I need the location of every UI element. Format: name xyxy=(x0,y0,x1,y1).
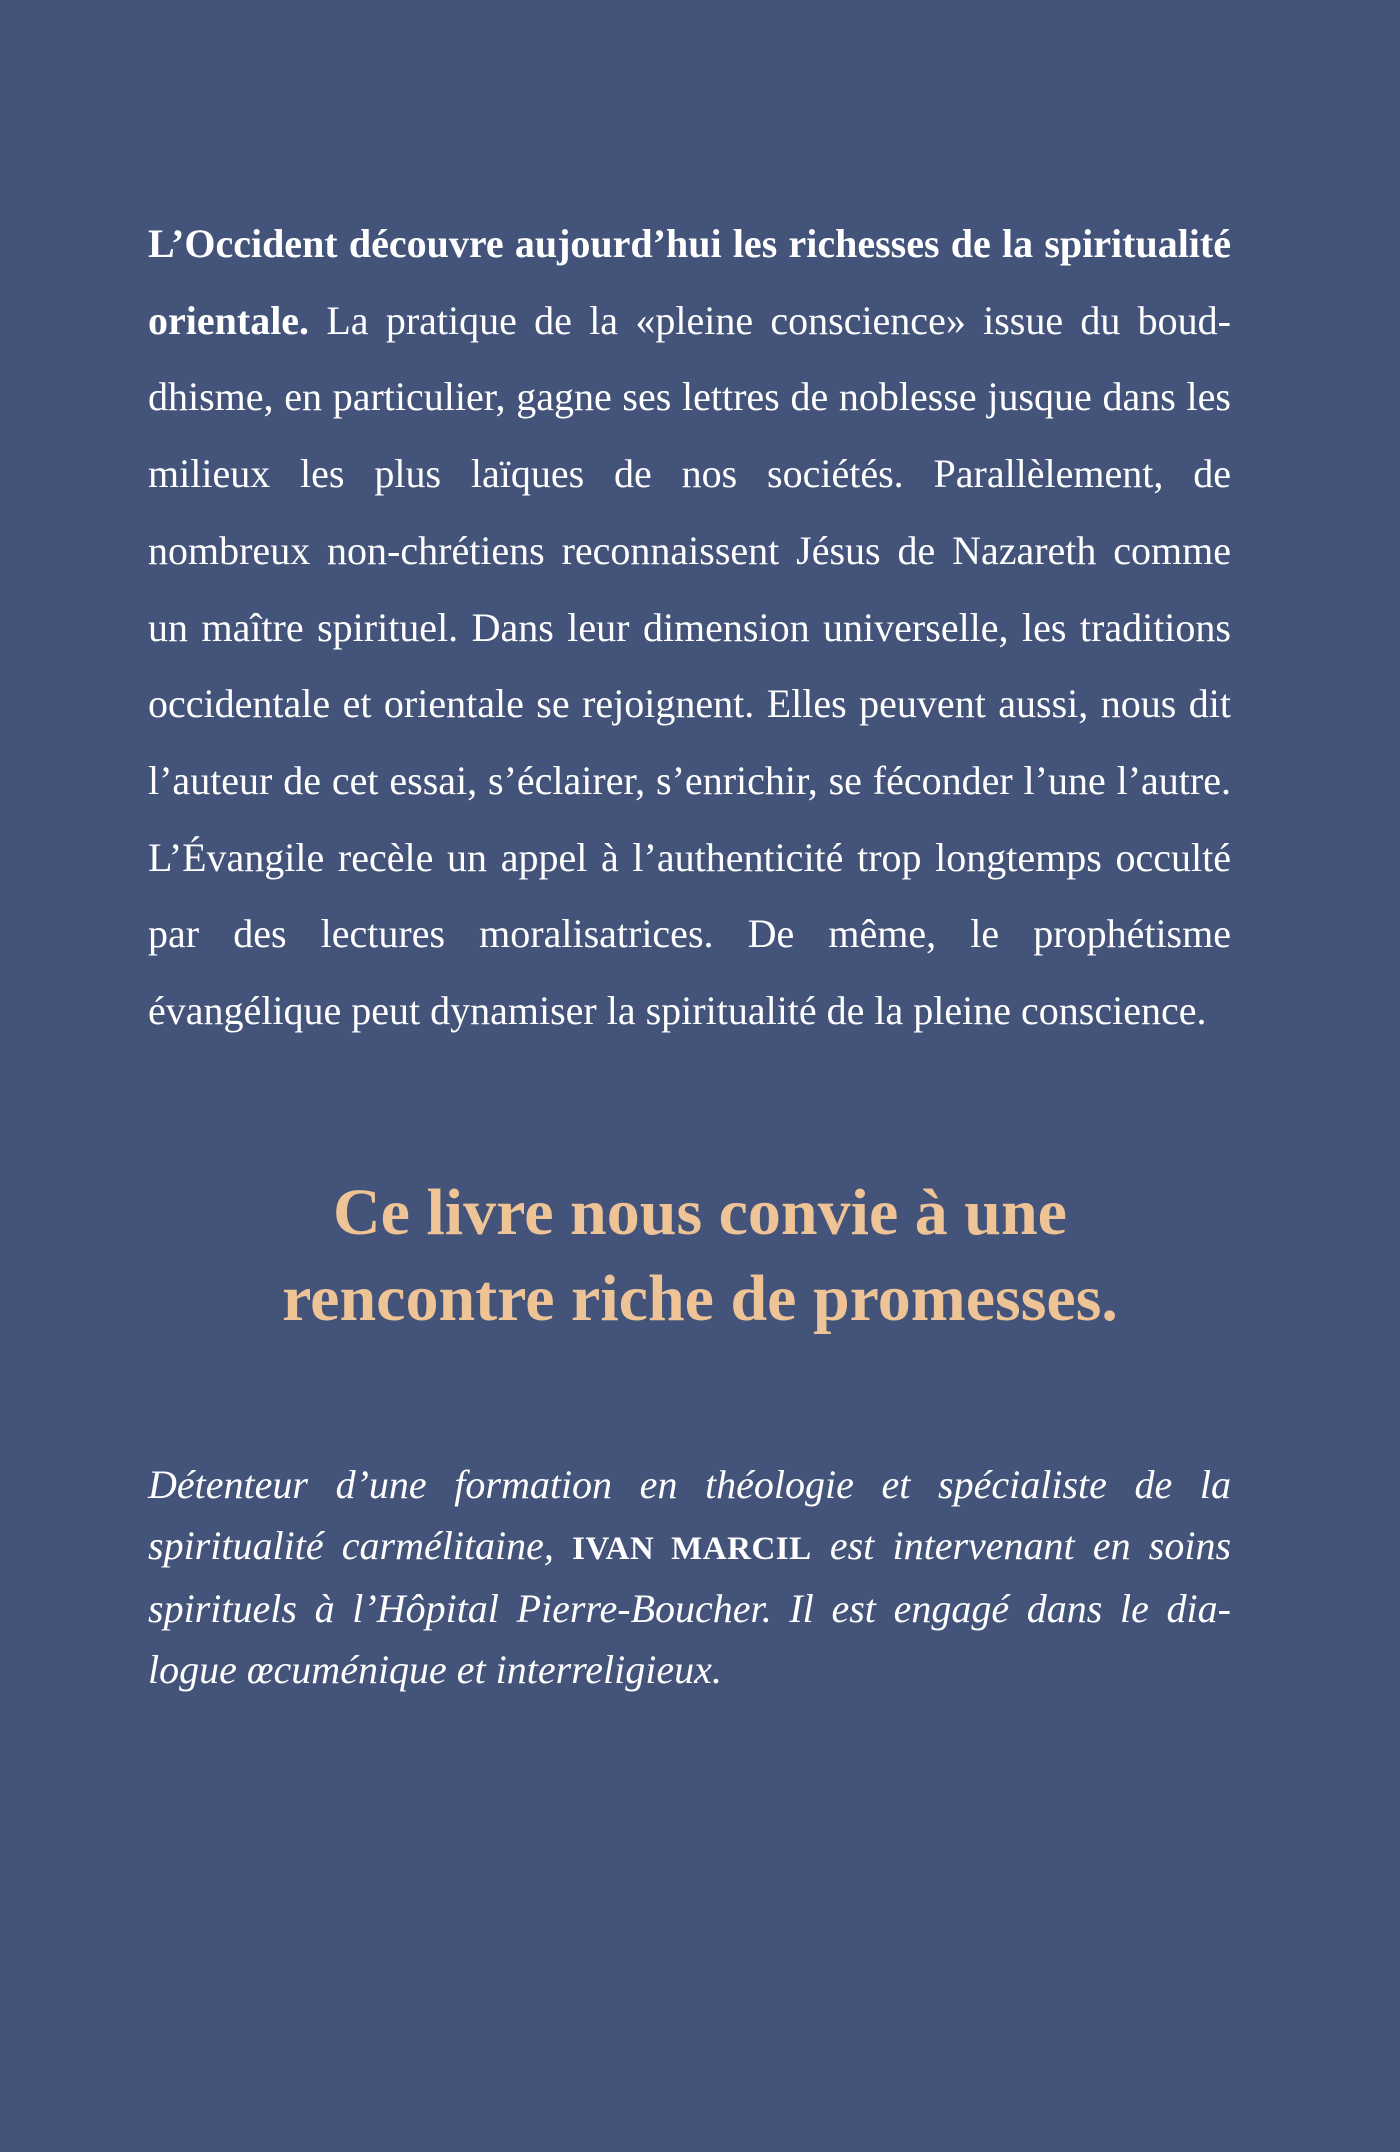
author-bio-rest: est intervenant en soins spirituels à l’Hôpital Pierre-Boucher. Il est engagé dans le dialogue œcuménique et interreligieux. xyxy=(148,1522,1232,1692)
tagline xyxy=(100,1170,1300,1342)
blurb-body-text: La pratique de la «pleine conscience» issue du bouddhisme, en particulier, gagne ses lettres de noblesse jusque dans les milieux les plus laïques de nos sociétés. Parallèlement, de nombreux non-chrétiens reconnaissent Jésus de Nazareth comme un maître spirituel. Dans leur dimension universelle, les traditions occidentale et orientale se rejoignent. Elles peuvent aussi, nous dit l’auteur de cet essai, s’éclairer, s’enrichir, se féconder l’une l’autre. L’Évangile recèle un appel à l’authenticité trop longtemps occulté par des lectures moralisatrices. De même, le prophétisme évangélique peut dynamiser la spiritualité de la pleine conscience. xyxy=(148,297,1231,1034)
book-blurb xyxy=(148,206,1231,1050)
tagline-line-2: rencontre riche de promesses. xyxy=(282,1262,1118,1335)
author-bio-intro: Détenteur d’une formation en théologie et spécialiste de la spiritualité carmélitaine, xyxy=(148,1462,1231,1568)
author-name: IVAN MARCIL xyxy=(572,1530,812,1567)
tagline-line-1: Ce livre nous convie à une xyxy=(333,1176,1067,1249)
author-bio xyxy=(148,1455,1231,1700)
blurb-lead-sentence: L’Occident découvre aujourd’hui les richesses de la spiritualité orientale. xyxy=(148,221,1231,343)
